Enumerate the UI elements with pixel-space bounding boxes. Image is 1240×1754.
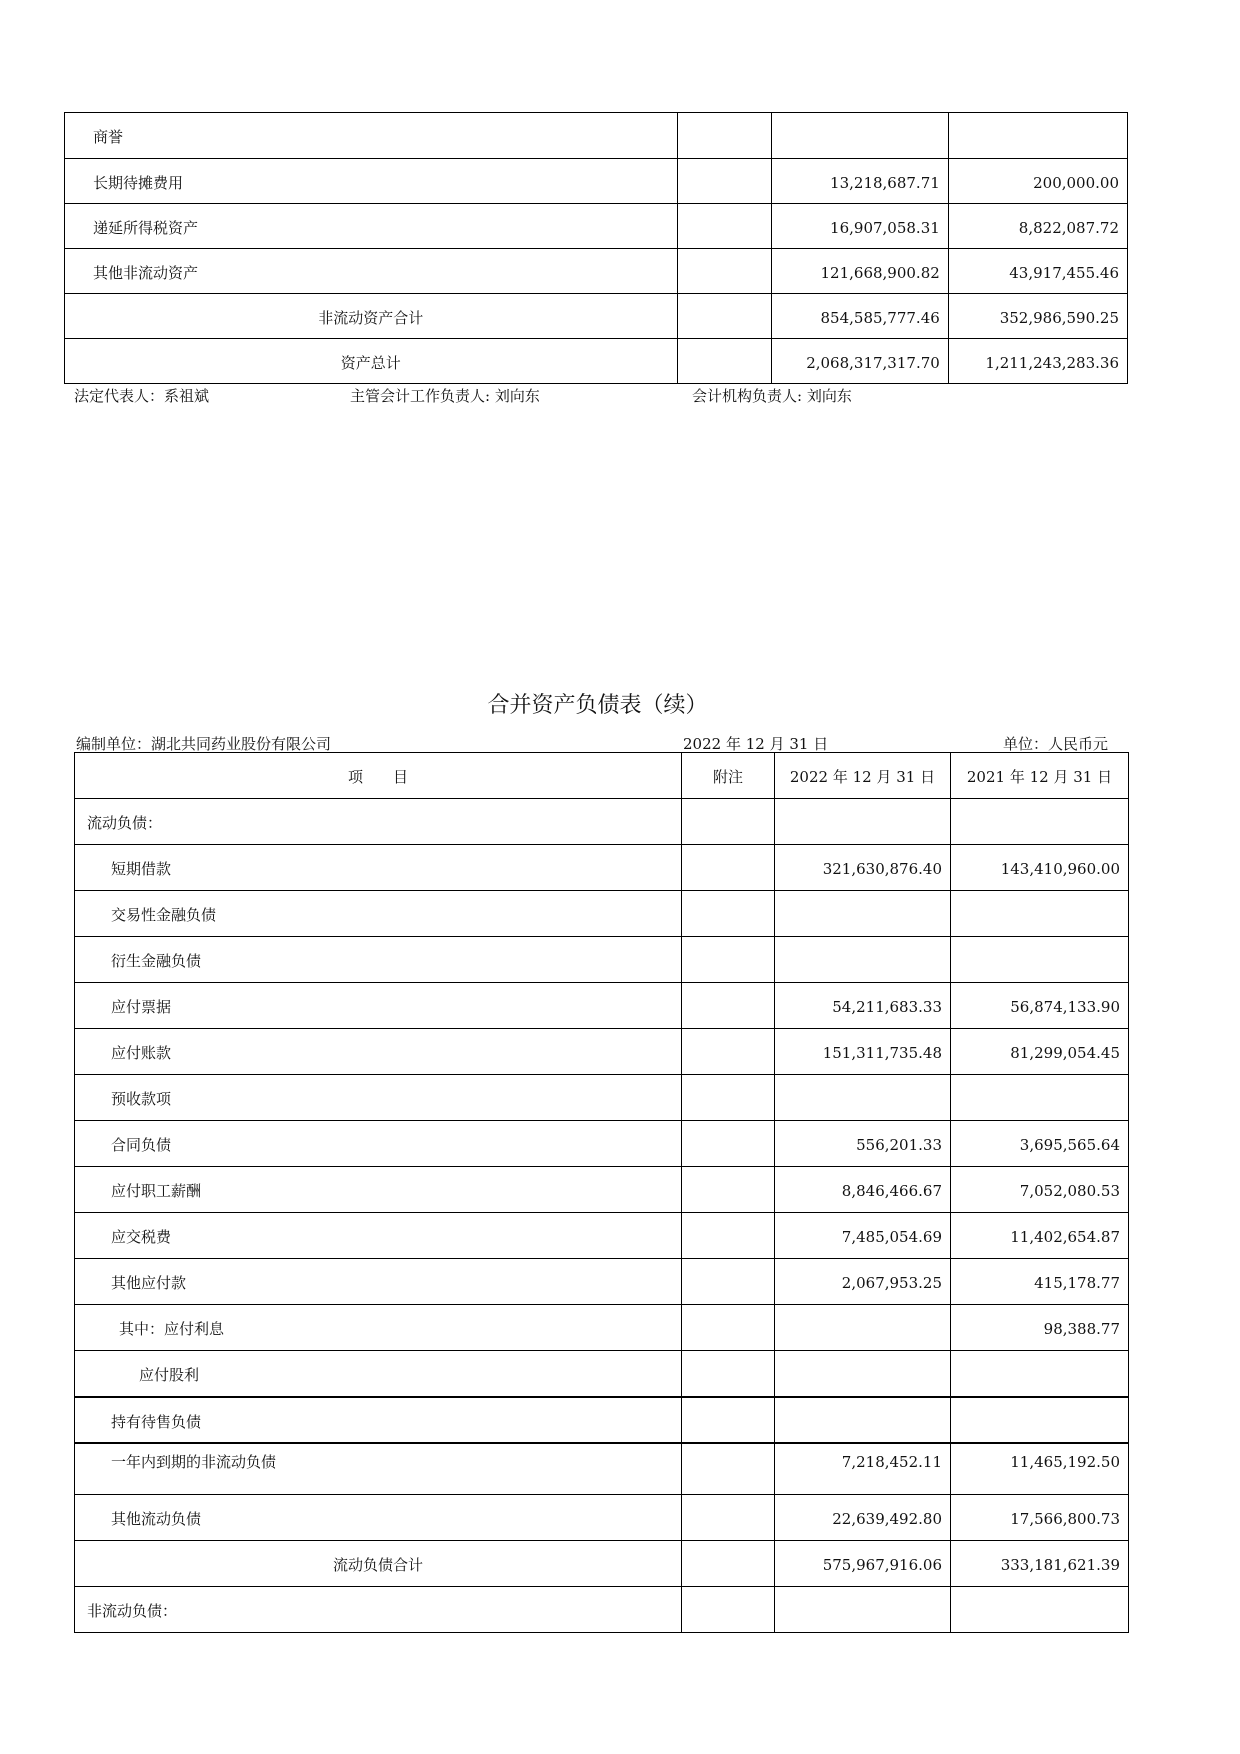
row-label: 短期借款 [75,845,682,891]
row-label: 商誉 [65,113,678,159]
table-row [65,294,1128,339]
value-2022 [771,113,948,159]
liabilities-table [74,752,1129,1633]
row-label: 长期待摊费用 [65,159,678,204]
table-row [75,1029,1129,1075]
accounting-head: 主管会计工作负责人: 刘向东 [350,387,540,405]
value-2021: 143,410,960.00 [951,845,1129,891]
row-label: 衍生金融负债 [75,937,682,983]
compiling-unit: 编制单位：湖北共同药业股份有限公司 [76,735,332,753]
table-row [65,339,1128,384]
value-2022 [775,1075,951,1121]
note-cell [682,1351,775,1397]
value-2021 [951,1587,1129,1633]
value-2022: 7,218,452.11 [775,1443,951,1495]
page-title: 合并资产负债表（续） [487,693,708,718]
value-2022 [775,799,951,845]
value-2022: 151,311,735.48 [775,1029,951,1075]
row-label: 其他非流动资产 [65,249,678,294]
table-row [75,1443,1129,1495]
row-label: 资产总计 [65,339,678,384]
table-row [65,113,1128,159]
row-label: 递延所得税资产 [65,204,678,249]
note-cell [682,1075,775,1121]
value-2022: 13,218,687.71 [771,159,948,204]
value-2022: 854,585,777.46 [771,294,948,339]
header-2021: 2021 年 12 月 31 日 [951,753,1129,799]
note-cell [677,294,771,339]
table-row [75,983,1129,1029]
table-row [75,937,1129,983]
value-2022: 575,967,916.06 [775,1541,951,1587]
row-label: 持有待售负债 [75,1397,682,1443]
table-row [65,159,1128,204]
row-label: 合同负债 [75,1121,682,1167]
table-row [75,1397,1129,1443]
value-2021: 56,874,133.90 [951,983,1129,1029]
note-cell [677,204,771,249]
value-2021: 1,211,243,283.36 [948,339,1127,384]
value-2021 [951,1351,1129,1397]
table-row [75,1305,1129,1351]
accounting-org-head: 会计机构负责人: 刘向东 [692,387,852,405]
row-label: 流动负债合计 [75,1541,682,1587]
table-row [75,1587,1129,1633]
note-cell [682,983,775,1029]
table-row [75,1541,1129,1587]
value-2021: 333,181,621.39 [951,1541,1129,1587]
value-2022: 16,907,058.31 [771,204,948,249]
note-cell [682,1213,775,1259]
value-2021 [951,1397,1129,1443]
note-cell [677,113,771,159]
value-2021: 17,566,800.73 [951,1495,1129,1541]
header-2022: 2022 年 12 月 31 日 [775,753,951,799]
note-cell [677,339,771,384]
value-2021: 43,917,455.46 [948,249,1127,294]
value-2022 [775,1351,951,1397]
header-row [75,753,1129,799]
table-row [75,1351,1129,1397]
value-2021: 7,052,080.53 [951,1167,1129,1213]
note-cell [682,1167,775,1213]
note-cell [682,845,775,891]
note-cell [682,1029,775,1075]
report-date: 2022 年 12 月 31 日 [683,735,829,753]
value-2021: 3,695,565.64 [951,1121,1129,1167]
value-2021: 352,986,590.25 [948,294,1127,339]
row-label: 其他应付款 [75,1259,682,1305]
value-2022: 2,067,953.25 [775,1259,951,1305]
table-row [75,1495,1129,1541]
value-2022 [775,891,951,937]
note-cell [677,159,771,204]
value-2021 [951,891,1129,937]
table-row [75,845,1129,891]
note-cell [682,1541,775,1587]
value-2022 [775,1397,951,1443]
value-2022: 7,485,054.69 [775,1213,951,1259]
value-2022 [775,1587,951,1633]
value-2021: 81,299,054.45 [951,1029,1129,1075]
value-2021: 8,822,087.72 [948,204,1127,249]
row-label: 交易性金融负债 [75,891,682,937]
value-2022: 22,639,492.80 [775,1495,951,1541]
legal-representative: 法定代表人：系祖斌 [74,387,210,405]
header-item: 项 目 [75,753,682,799]
value-2022: 556,201.33 [775,1121,951,1167]
note-cell [682,1495,775,1541]
table-row [75,1213,1129,1259]
note-cell [682,1443,775,1495]
value-2021: 98,388.77 [951,1305,1129,1351]
value-2022: 2,068,317,317.70 [771,339,948,384]
row-label: 应付职工薪酬 [75,1167,682,1213]
table-row [75,1075,1129,1121]
row-label: 应付股利 [75,1351,682,1397]
note-cell [682,1305,775,1351]
row-label: 应付账款 [75,1029,682,1075]
value-2021 [951,799,1129,845]
value-2022 [775,937,951,983]
value-2021 [948,113,1127,159]
row-label: 非流动资产合计 [65,294,678,339]
value-2021 [951,937,1129,983]
value-2021: 11,465,192.50 [951,1443,1129,1495]
note-cell [677,249,771,294]
row-label: 应交税费 [75,1213,682,1259]
note-cell [682,1587,775,1633]
note-cell [682,937,775,983]
table-row [75,1259,1129,1305]
value-2021: 200,000.00 [948,159,1127,204]
header-note: 附注 [682,753,775,799]
row-label: 其中：应付利息 [75,1305,682,1351]
table-row [65,249,1128,294]
table-row [75,891,1129,937]
row-label: 其他流动负债 [75,1495,682,1541]
note-cell [682,1121,775,1167]
row-label: 应付票据 [75,983,682,1029]
value-2022: 8,846,466.67 [775,1167,951,1213]
value-2022: 54,211,683.33 [775,983,951,1029]
table-row [75,1121,1129,1167]
value-2022: 121,668,900.82 [771,249,948,294]
table-row [65,204,1128,249]
row-label: 非流动负债： [75,1587,682,1633]
value-2021: 415,178.77 [951,1259,1129,1305]
note-cell [682,1397,775,1443]
note-cell [682,799,775,845]
note-cell [682,1259,775,1305]
currency-unit: 单位：人民币元 [1003,735,1109,753]
value-2022 [775,1305,951,1351]
table-row [75,799,1129,845]
row-label: 一年内到期的非流动负债 [75,1443,682,1495]
value-2021 [951,1075,1129,1121]
value-2021: 11,402,654.87 [951,1213,1129,1259]
row-label: 流动负债： [75,799,682,845]
value-2022: 321,630,876.40 [775,845,951,891]
table-row [75,1167,1129,1213]
assets-continuation-table [64,112,1128,384]
row-label: 预收款项 [75,1075,682,1121]
note-cell [682,891,775,937]
